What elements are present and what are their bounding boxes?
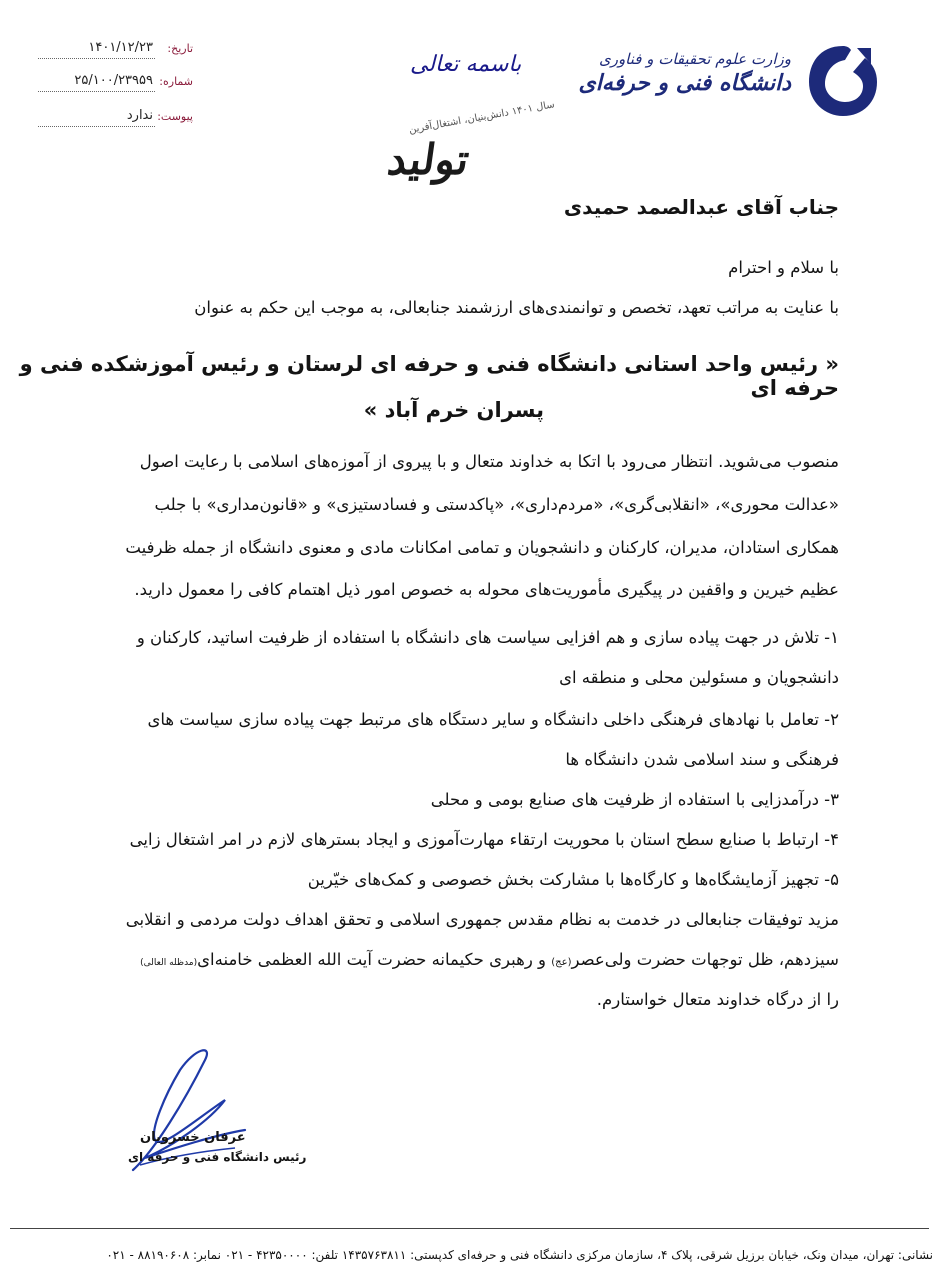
university-logo-icon: [805, 42, 881, 120]
item-4: ۴- ارتباط با صنایع سطح استان با محوریت ارتقاء مهارت‌آموزی و ایجاد بسترهای لازم در امر اشتغال زایی: [129, 830, 839, 849]
paragraph-line: عظیم خیرین و واقفین در پیگیری مأموریت‌های محوله به خصوص امور ذیل اهتمام کافی را معمول دارید.: [134, 580, 839, 599]
item-2-line2: فرهنگی و سند اسلامی شدن دانشگاه ها: [565, 750, 839, 769]
paragraph-line: همکاری استادان، مدیران، کارکنان و دانشجویان و تمامی امکانات مادی و معنوی دانشگاه از جمله ظرفیت: [125, 538, 839, 557]
closing-mu: (مدظله العالی): [140, 958, 198, 968]
closing-line1: مزید توفیقات جنابعالی در خدمت به نظام مقدس جمهوری اسلامی و تحقق اهداف دولت مردمی و انقلابی: [125, 910, 839, 929]
bismillah-calligraphy: باسمه تعالی: [410, 52, 522, 77]
signatory-role: رئیس دانشگاه فنی و حرفه ای: [128, 1150, 307, 1164]
item-1-line2: دانشجویان و مسئولین محلی و منطقه ای: [559, 668, 839, 687]
number-label: شماره:: [159, 75, 193, 88]
ministry-line1: وزارت علوم تحقیقات و فناوری: [598, 50, 791, 68]
attachment-label: پیوست:: [157, 110, 193, 123]
attachment-value: ندارد: [126, 108, 153, 123]
signatory-name: عرفان خسرویان: [140, 1130, 246, 1145]
closing-aj: (عج): [551, 957, 572, 968]
year-slogan: سال ۱۴۰۱ دانش‌بنیان، اشتغال‌آفرین: [408, 99, 556, 136]
footer-address: نشانی: تهران، میدان ونک، خیابان برزیل شرقی، پلاک ۴، سازمان مرکزی دانشگاه فنی و حرفه‌ای کدپستی: ۱۴۳۵۷۶۳۸۱۱ تلفن: ۴۲۳۵۰۰۰۰ - ۰۲۱ نمابر: ۸۸۱۹۰۶۰۸ - ۰۲۱: [106, 1248, 933, 1262]
closing-line2-a: سیزدهم، ظل توجهات حضرت ولی‌عصر: [571, 950, 839, 969]
item-1-line1: ۱- تلاش در جهت پیاده سازی و هم افزایی سیاست های دانشگاه با استفاده از ظرفیت اساتید، کارکنان و: [136, 628, 839, 647]
closing-line3: را از درگاه خداوند متعال خواستارم.: [596, 990, 839, 1009]
paragraph-line: «عدالت محوری»، «انقلابی‌گری»، «مردم‌داری»، «پاکدستی و فسادستیزی» و «قانون‌مداری» با جلب: [154, 495, 839, 514]
paragraph-line: منصوب می‌شوید. انتظار می‌رود با اتکا به خداوند متعال و با پیروی از آموزه‌های اسلامی با رعایت اصول: [139, 452, 839, 471]
greeting: با سلام و احترام: [728, 258, 839, 277]
attachment-field: [38, 108, 193, 130]
appointment-title-line1: « رئیس واحد استانی دانشگاه فنی و حرفه ای لرستان و رئیس آموزشکده فنی و حرفه ای: [19, 352, 839, 400]
addressee: جناب آقای عبدالصمد حمیدی: [563, 195, 839, 219]
closing-line2: [140, 950, 839, 970]
ministry-header: [578, 50, 791, 96]
date-field: [38, 40, 193, 62]
footer-divider: [10, 1228, 929, 1229]
intro-line: با عنایت به مراتب تعهد، تخصص و توانمندی‌های ارزشمند جنابعالی، به موجب این حکم به عنوان: [194, 298, 839, 317]
item-2-line1: ۲- تعامل با نهادهای فرهنگی داخلی دانشگاه و سایر دستگاه های مرتبط جهت پیاده سازی سیاست های: [147, 710, 839, 729]
date-value: ۱۴۰۱/۱۲/۲۳: [88, 40, 153, 55]
ministry-line2: دانشگاه فنی و حرفه‌ای: [578, 70, 791, 96]
number-value: ۲۵/۱۰۰/۲۳۹۵۹: [74, 73, 153, 88]
item-5: ۵- تجهیز آزمایشگاه‌ها و کارگاه‌ها با مشارکت بخش خصوصی و کمک‌های خیّرین: [307, 870, 839, 889]
tolid-calligraphy: تولید: [384, 135, 473, 184]
item-3: ۳- درآمدزایی با استفاده از ظرفیت های صنایع بومی و محلی: [430, 790, 839, 809]
date-label: تاریخ:: [167, 42, 193, 55]
closing-line2-b: و رهبری حکیمانه حضرت آیت الله العظمی خامنه‌ای: [197, 950, 552, 969]
number-field: [38, 73, 193, 95]
appointment-title-line2: پسران خرم آباد »: [363, 398, 544, 422]
